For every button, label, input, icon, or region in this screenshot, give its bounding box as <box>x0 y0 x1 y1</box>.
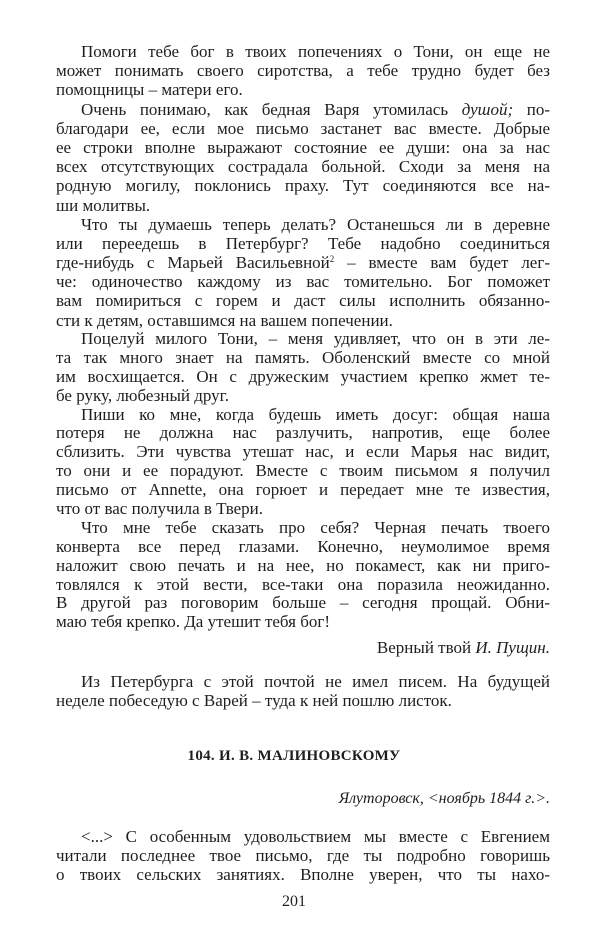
text-line <box>56 576 550 595</box>
text-line <box>56 330 550 349</box>
text-line <box>56 691 550 710</box>
postscript <box>56 672 550 710</box>
text-segment: та так много знает на память. Оболенский вместе со мной <box>56 347 550 367</box>
text-segment: ши молитвы. <box>56 195 151 215</box>
text-line <box>56 253 550 272</box>
text-segment: товлялся к этой вести, все-таки она поразила неожиданно. <box>56 574 550 594</box>
text-segment: В другой раз поговорим больше – сегодня прощай. Обни- <box>56 593 550 613</box>
text-segment: Что мне тебе сказать про себя? Черная печать твоего <box>81 517 550 537</box>
text-segment: читали последнее твое письмо, где ты подробно говоришь <box>56 846 550 866</box>
text-segment: то они и ее порадуют. Вместе с твоим письмом я получил <box>56 461 550 481</box>
text-segment: может понимать своего сиротства, а тебе трудно будет без <box>56 61 550 81</box>
dateline: Ялуторовск, <ноябрь 1844 г.>. <box>338 790 550 807</box>
text-segment: <...> С особенным удовольствием мы вместе с Евгением <box>81 827 550 846</box>
next-letter-body <box>56 827 550 885</box>
text-segment: всех отсутствующих сострадала больной. Сходи за меня на <box>56 157 550 177</box>
text-segment: Из Петербурга с этой почтой не имел писем. На будущей <box>81 672 550 691</box>
text-line <box>56 827 550 846</box>
text-segment: родную могилу, поклонись праху. Тут соединяются все на- <box>56 176 550 196</box>
text-line <box>56 865 550 884</box>
text-line <box>56 61 550 80</box>
text-segment: неделе побеседую с Варей – туда к ней пошлю листок. <box>56 691 452 711</box>
text-line <box>56 196 550 215</box>
text-segment: сти к детям, оставшимся на вашем попечении. <box>56 310 393 330</box>
text-segment: вам помириться с горем и даст силы исполнить обязанно- <box>56 291 550 311</box>
letter-body-part-1 <box>56 42 550 330</box>
text-line <box>56 138 550 157</box>
text-segment: где-нибудь с Марьей Васильевной <box>56 253 330 273</box>
text-segment: о твоих сельских занятиях. Вполне уверен, что ты нахо- <box>56 865 550 885</box>
text-segment: конверта все перед глазами. Конечно, неумолимое время <box>56 536 550 556</box>
text-line <box>56 672 550 691</box>
text-line <box>56 234 550 253</box>
text-line <box>56 272 550 291</box>
text-segment: бе руку, любезный друг. <box>56 385 229 405</box>
text-segment: Помоги тебе бог в твоих попечениях о Тони, он еще не <box>81 42 550 61</box>
text-line <box>56 176 550 195</box>
text-segment: Что ты думаешь теперь делать? Останешься ли в деревне <box>81 214 550 234</box>
text-segment: что от вас получила в Твери. <box>56 499 264 519</box>
signature <box>377 638 550 658</box>
text-segment: потеря не должна нас разлучить, напротив, еще более <box>56 423 550 443</box>
text-line <box>56 406 550 425</box>
text-line <box>56 443 550 462</box>
text-line <box>56 594 550 613</box>
text-segment: или переедешь в Петербург? Тебе надобно соединиться <box>56 233 550 253</box>
text-line <box>56 368 550 387</box>
text-segment: помощницы – матери его. <box>56 80 243 100</box>
signature-name: И. Пущин. <box>475 638 550 657</box>
text-line <box>56 119 550 138</box>
text-segment: Пиши ко мне, когда будешь иметь досуг: общая наша <box>81 404 550 424</box>
text-line <box>56 500 550 519</box>
letter-heading: 104. И. В. МАЛИНОВСКОМУ <box>187 748 401 764</box>
text-line <box>56 291 550 310</box>
text-segment: Поцелуй милого Тони, – меня удивляет, что он в эти ле- <box>81 329 550 348</box>
text-line <box>56 538 550 557</box>
text-segment: сблизить. Эти чувства утешат нас, и если Марья нас видит, <box>56 442 550 462</box>
letter-body-part-2 <box>56 330 550 632</box>
text-line <box>56 557 550 576</box>
text-line <box>56 481 550 500</box>
page-number: 201 <box>282 893 306 910</box>
text-segment: письмо от Annette, она горюет и передает мне те известия, <box>56 480 550 500</box>
text-segment: по- <box>513 99 550 119</box>
text-segment: наложит свою печать и на нее, но покамест, как ни приго- <box>56 555 550 575</box>
text-line <box>56 215 550 234</box>
text-line <box>56 613 550 632</box>
text-segment: че: одиночество каждому из вас томительно. Бог поможет <box>56 272 550 292</box>
text-line <box>56 157 550 176</box>
text-line <box>56 311 550 330</box>
text-line <box>56 42 550 61</box>
text-segment: благодари ее, если мое письмо застанет вас вместе. Добрые <box>56 118 550 138</box>
text-line <box>56 424 550 443</box>
text-segment: – вместе вам будет лег- <box>334 253 550 273</box>
signature-prefix: Верный твой <box>376 638 476 657</box>
text-segment: им восхищается. Он с дружеским участием крепко жмет те- <box>56 366 550 386</box>
text-line <box>56 519 550 538</box>
text-line <box>56 100 550 119</box>
text-segment: душой; <box>461 99 514 119</box>
text-line <box>56 349 550 368</box>
text-segment: ее строки вполне выражают состояние ее души: она за нас <box>56 137 550 157</box>
text-segment: Очень понимаю, как бедная Варя утомилась <box>81 99 462 119</box>
text-line <box>56 80 550 99</box>
text-line <box>56 387 550 406</box>
text-line <box>56 462 550 481</box>
text-line <box>56 846 550 865</box>
text-segment: маю тебя крепко. Да утешит тебя бог! <box>56 612 330 632</box>
footnote-marker: 2 <box>329 254 335 265</box>
